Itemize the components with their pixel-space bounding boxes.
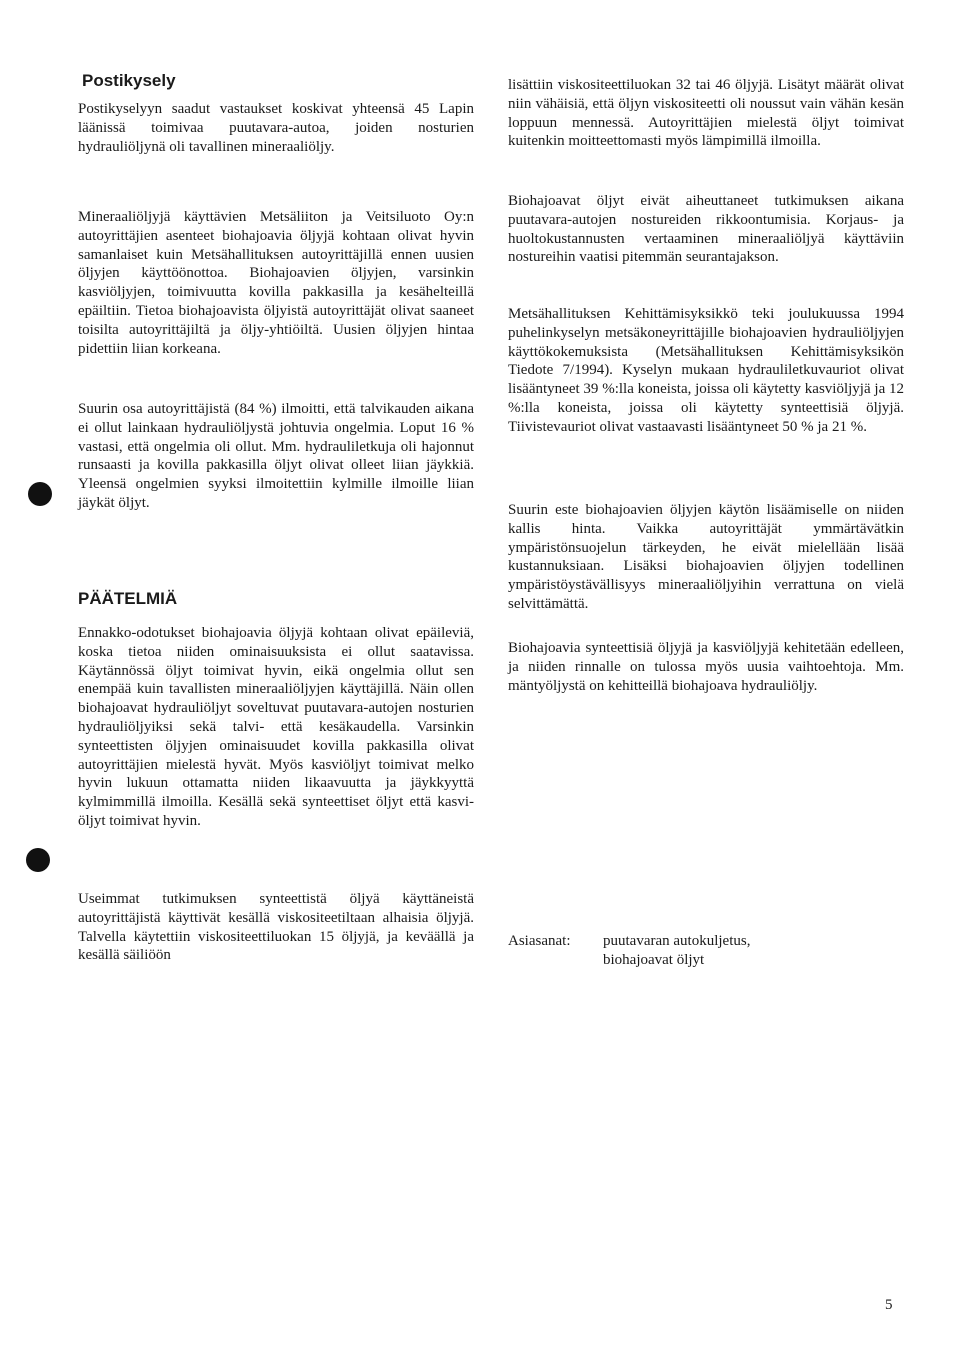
right-paragraph-3: Metsähallituksen Kehittämisyksikkö teki joulukuussa 1994 puhelinkyselyn metsäkoneyrittäjille biohajoavien hydrauliöljyjen käyttökokemuksista (Metsähallituksen Kehittämisyksikön Tiedote 7/1994). Kyselyn mukaan hydrauliletkuvauriot olivat lisääntyneet 39 %:lla koneista, joissa oli käytetty kasviöljyjä ja 12 %:lla koneista, joissa oli käytetty synteettisiä öljyjä. Tiivistevauriot olivat vastaavasti lisääntyneet 50 % ja 21 %. [508, 306, 904, 435]
page-number: 5 [885, 1297, 893, 1313]
postikysely-heading: Postikysely [82, 71, 176, 90]
keyword-item: puutavaran autokuljetus, [603, 933, 751, 949]
right-paragraph-1: lisättiin viskositeettiluokan 32 tai 46 öljyjä. Lisätyt määrät olivat niin vähäisiä, että öljyn viskositeetti oli noussut vain vähän kesän loppuun mennessä. Autoyrittäjien mielestä öljyt toimivat kuitenkin moitteettomasti myös lämpimillä ilmoilla. [508, 77, 904, 150]
keyword-item: biohajoavat öljyt [603, 952, 705, 968]
paatelmia-paragraph-1: Ennakko-odotukset biohajoavia öljyjä kohtaan olivat epäileviä, koska tietoa niiden ominaisuuksista ei ollut saatavissa. Käytännössä öljyt toimivat hyvin, eikä ongelmia ollut sen enempää kuin tavallisten mineraaliöljyjen käyttäjillä. Näin ollen biohajoavat hydrauliöljyt soveltuvat puutavara-autojen nosturien hydrauliöljyiksi sekä talvi- että kesäkaudella. Varsinkin synteettisten öljyjen ominaisuudet kovilla pakkasilla olivat autoyrittäjien mielestä hyvät. Myös kasviöljyt toimivat melko hyvin lukuun ottamatta niiden likaavuutta ja jäykkyyttä kylmimmillä ilmoilla. Kesällä sekä synteettiset öljyt että kasviöljyt toimivat hyvin. [78, 625, 474, 829]
paatelmia-paragraph-2: Useimmat tutkimuksen synteettistä öljyä käyttäneistä autoyrittäjistä käyttivät kesällä viskositeetiltaan alhaisia öljyjä. Talvella käytettiin viskositeettiluokan 15 öljyjä, ja keväällä ja kesällä säiliöön [78, 891, 474, 964]
right-paragraph-2: Biohajoavat öljyt eivät aiheuttaneet tutkimuksen aikana puutavara-autojen nostureiden rikkoontumisia. Korjaus- ja huoltokustannusten vertaaminen mineraaliöljyä käyttäviin nostureihin vaatisi pitemmän seurantajakson. [508, 193, 904, 266]
paatelmia-heading: PÄÄTELMIÄ [78, 589, 178, 608]
right-paragraph-5: Biohajoavia synteettisiä öljyjä ja kasviöljyjä kehitetään edelleen, ja niiden rinnalle on tulossa myös uusia vaihtoehtoja. Mm. mäntyöljystä on kehitteillä biohajoava hydrauliöljy. [508, 640, 904, 694]
right-paragraph-4: Suurin este biohajoavien öljyjen käytön lisäämiselle on niiden kallis hinta. Vaikka autoyrittäjät ymmärtävätkin ympäristönsuojelun tärkeyden, he eivät mielellään lisää kustannuksiaan. Lisäksi biohajoavien öljyjen todellinen ympäristöystävällisyys mineraaliöljyihin verrattuna on vielä selvittämättä. [508, 502, 904, 612]
punch-hole-mark-top [28, 482, 52, 506]
punch-hole-mark-bottom [26, 848, 50, 872]
keywords-label: Asiasanat: [508, 933, 571, 949]
postikysely-paragraph-3: Suurin osa autoyrittäjistä (84 %) ilmoitti, että talvikauden aikana ei ollut lainkaan hydrauliöljystä johtuvia ongelmia. Loput 16 % vastasi, että ongelmia oli ollut. Mm. hydrauliletkuja oli hajonnut runsaasti ja kovilla pakkasilla öljyt olivat olleet liian jäykkiä. Yleensä ongelmien syyksi ilmoitettiin kylmille ilmoille liian jäykät öljyt. [78, 401, 474, 511]
postikysely-paragraph-1: Postikyselyyn saadut vastaukset koskivat yhteensä 45 Lapin läänissä toimivaa puutavara-autoa, joiden nosturien hydrauliöljynä oli tavallinen mineraaliöljy. [78, 101, 474, 155]
keywords-values [603, 932, 750, 970]
postikysely-paragraph-2: Mineraaliöljyjä käyttävien Metsäliiton ja Veitsiluoto Oy:n autoyrittäjien asenteet biohajoavia öljyjä kohtaan olivat hyvin samanlaiset kuin Metsähallituksen autoyrittäjillä ennen uusien öljyjen käyttöönottoa. Biohajoavien öljyjen, varsinkin kasviöljyjen, toimivuutta kovilla pakkasilla ja kesähelteillä epäiltiin. Tietoa biohajoavista öljyistä autoyrittäjät olivat saaneet toisilta autoyrittäjiltä ja öljy-yhtiöiltä. Uusien öljyjen hintaa pidettiin liian korkeana. [78, 209, 474, 357]
